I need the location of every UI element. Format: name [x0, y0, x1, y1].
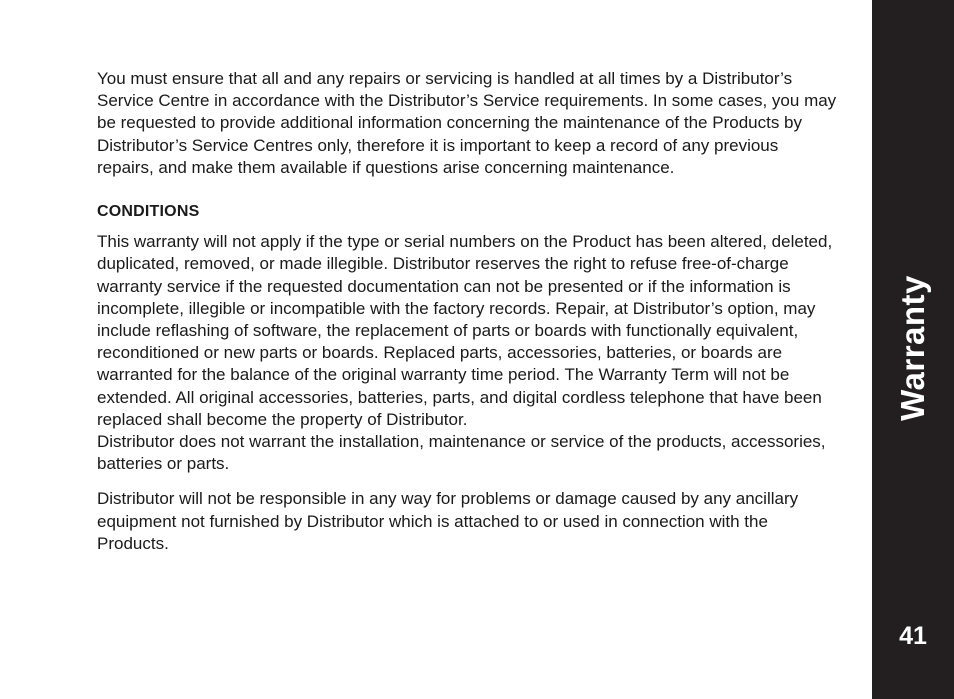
- page-number: 41: [899, 622, 927, 650]
- conditions-heading: CONDITIONS: [97, 203, 200, 221]
- conditions-paragraph: This warranty will not apply if the type or serial numbers on the Product has been altered, deleted, duplicated, removed, or made illegible. Distributor reserves the right to refuse free-of-charge warranty service if the requested documentation can not be presented or if the information is incomplete, illegible or incompatible with the factory records. Repair, at Distributor’s option, may include reflashing of software, the replacement of parts or boards with functionally equivalent, reconditioned or new parts or boards. Replaced parts, accessories, batteries, or boards are warranted for the balance of the original warranty time period. The Warranty Term will not be extended. All original accessories, batteries, parts, and digital cordless telephone that have been replaced shall become the property of Distributor.: [97, 232, 833, 429]
- section-title: Warranty: [894, 275, 931, 421]
- intro-paragraph: You must ensure that all and any repairs or servicing is handled at all times by a Distributor’s Service Centre in accordance with the Distributor’s Service requirements. In some cases, you may be requested to provide additional information concerning the maintenance of the Products by Distributor’s Service Centres only, therefore it is important to keep a record of any previous repairs, and make them available if questions arise concerning maintenance.: [97, 69, 837, 177]
- ancillary-paragraph: Distributor will not be responsible in any way for problems or damage caused by any ancillary equipment not furnished by Distributor which is attached to or used in connection with the Products.: [97, 489, 799, 553]
- section-sidebar: [872, 0, 954, 699]
- installation-paragraph: Distributor does not warrant the installation, maintenance or service of the products, accessories, batteries or parts.: [97, 432, 826, 474]
- page-content: [97, 68, 837, 555]
